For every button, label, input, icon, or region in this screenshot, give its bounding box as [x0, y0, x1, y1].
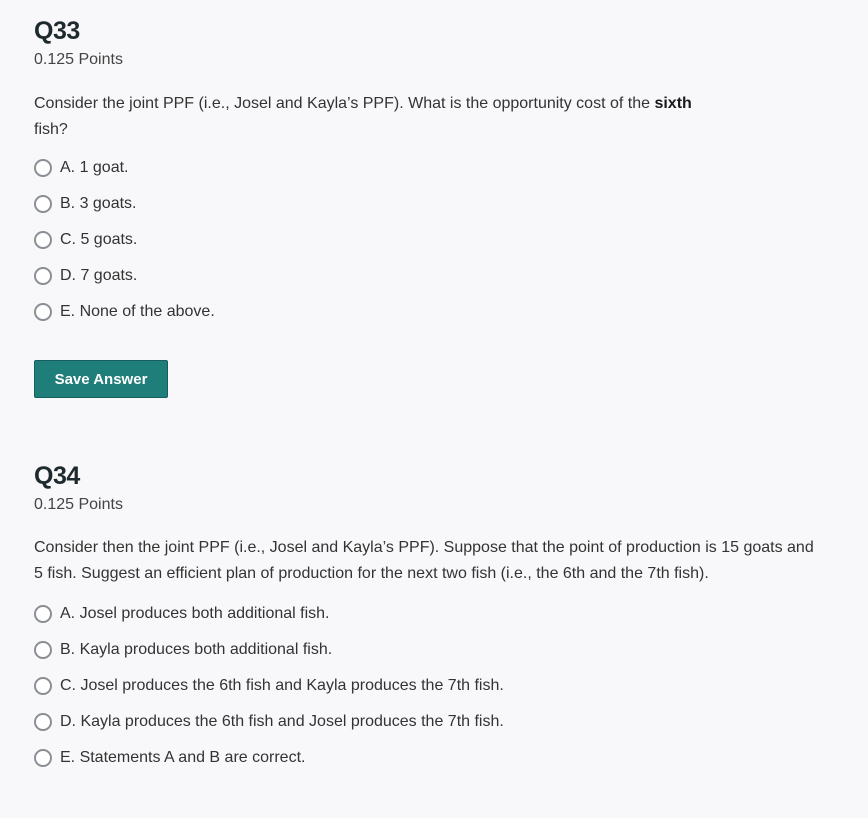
- answer-options: [34, 596, 824, 776]
- option-b[interactable]: [34, 632, 824, 668]
- radio-unchecked-icon[interactable]: [34, 267, 52, 285]
- radio-unchecked-icon[interactable]: [34, 159, 52, 177]
- option-a[interactable]: [34, 150, 824, 186]
- question-title: Q33: [34, 17, 80, 45]
- prompt-text-end: fish?: [34, 121, 68, 138]
- option-e[interactable]: [34, 294, 824, 330]
- prompt-text: Consider the joint PPF (i.e., Josel and Kayla’s PPF). What is the opportunity cost of the: [34, 95, 655, 112]
- option-label: C. 5 goats.: [60, 231, 138, 248]
- question-q33: [34, 16, 824, 330]
- answer-options: [34, 150, 824, 330]
- option-label: D. Kayla produces the 6th fish and Josel produces the 7th fish.: [60, 713, 504, 730]
- radio-unchecked-icon[interactable]: [34, 641, 52, 659]
- option-d[interactable]: [34, 258, 824, 294]
- question-points: 0.125 Points: [34, 496, 123, 513]
- save-answer-button[interactable]: Save Answer: [34, 360, 168, 398]
- option-c[interactable]: [34, 668, 824, 704]
- option-label: A. 1 goat.: [60, 159, 129, 176]
- option-label: A. Josel produces both additional fish.: [60, 605, 330, 622]
- option-a[interactable]: [34, 596, 824, 632]
- question-title: Q34: [34, 462, 80, 490]
- question-points: 0.125 Points: [34, 51, 123, 68]
- radio-unchecked-icon[interactable]: [34, 749, 52, 767]
- option-b[interactable]: [34, 186, 824, 222]
- option-label: B. Kayla produces both additional fish.: [60, 641, 333, 658]
- radio-unchecked-icon[interactable]: [34, 231, 52, 249]
- radio-unchecked-icon[interactable]: [34, 713, 52, 731]
- prompt-bold-text: sixth: [654, 95, 692, 112]
- question-prompt: [34, 91, 824, 143]
- question-q34: [34, 461, 824, 776]
- radio-unchecked-icon[interactable]: [34, 195, 52, 213]
- option-label: E. None of the above.: [60, 303, 215, 320]
- option-label: E. Statements A and B are correct.: [60, 749, 306, 766]
- radio-unchecked-icon[interactable]: [34, 303, 52, 321]
- option-label: B. 3 goats.: [60, 195, 137, 212]
- option-c[interactable]: [34, 222, 824, 258]
- option-label: D. 7 goats.: [60, 267, 138, 284]
- radio-unchecked-icon[interactable]: [34, 677, 52, 695]
- option-e[interactable]: [34, 740, 824, 776]
- question-prompt: Consider then the joint PPF (i.e., Josel and Kayla’s PPF). Suppose that the point of production is 15 goats and 5 fish. Suggest an efficient plan of production for the next two fish (i.e., the 6th and the 7th fish).: [34, 539, 814, 582]
- option-d[interactable]: [34, 704, 824, 740]
- option-label: C. Josel produces the 6th fish and Kayla produces the 7th fish.: [60, 677, 504, 694]
- radio-unchecked-icon[interactable]: [34, 605, 52, 623]
